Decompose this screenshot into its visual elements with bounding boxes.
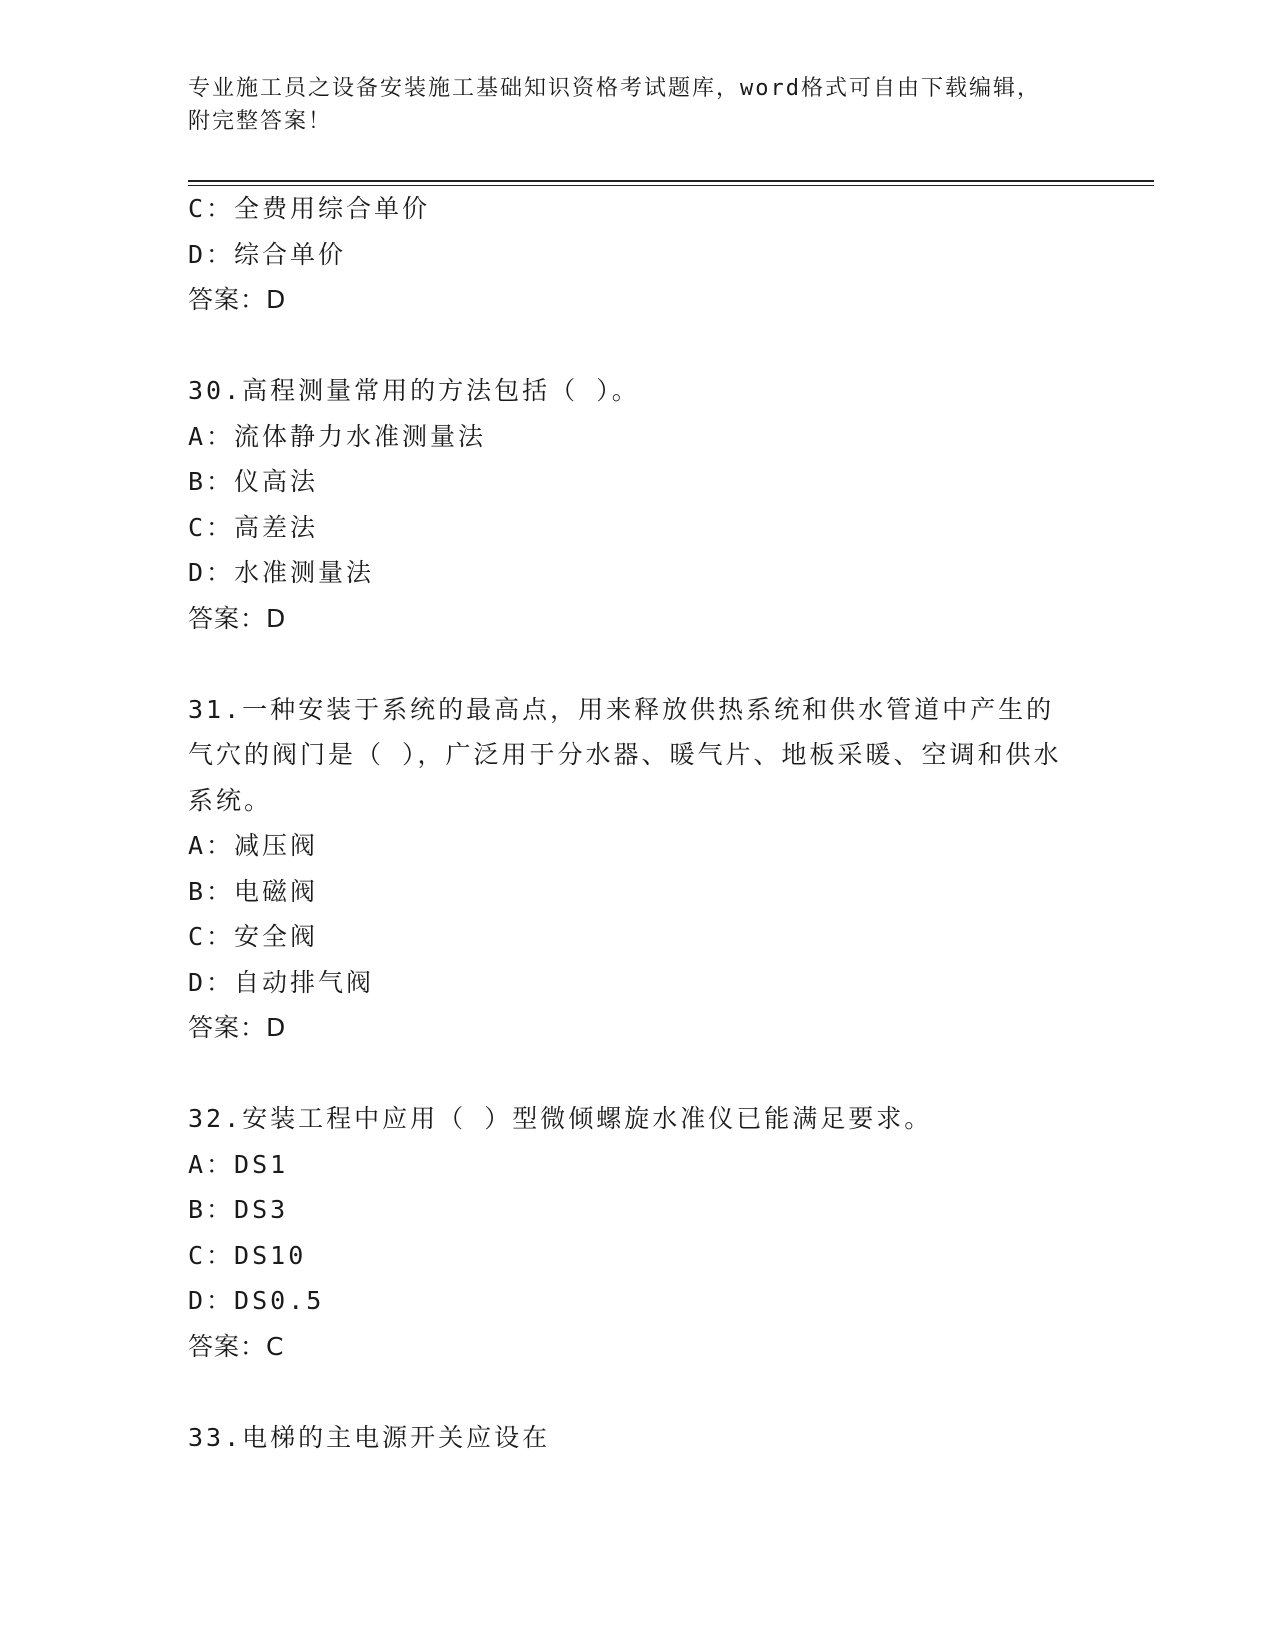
header-line-1: 专业施工员之设备安装施工基础知识资格考试题库，word格式可自由下载编辑， <box>188 76 1041 101</box>
option-c: C：DS10 <box>188 1240 307 1270</box>
option-b: B：仪高法 <box>188 467 319 496</box>
question-list <box>188 186 1088 1460</box>
option-b: B：DS3 <box>188 1195 289 1224</box>
question-text: 30.高程测量常用的方法包括（ ）。 <box>188 376 640 405</box>
question-fragment <box>188 186 1088 323</box>
header-line-2: 附完整答案！ <box>188 109 333 134</box>
question-text: 31.一种安装于系统的最高点，用来释放供热系统和供水管道中产生的气穴的阀门是（ ），广泛用于分水器、暖气片、地板采暖、空调和供水系统。 <box>188 694 1062 815</box>
option-c: C：全费用综合单价 <box>188 194 431 223</box>
answer-line: 答案：C <box>188 1331 285 1361</box>
question-33 <box>188 1415 1088 1461</box>
spacer <box>188 641 1088 687</box>
document-header <box>188 72 1088 138</box>
option-a: A：减压阀 <box>188 831 319 860</box>
option-a: A：DS1 <box>188 1149 289 1179</box>
spacer <box>188 1369 1088 1415</box>
option-c: C：高差法 <box>188 512 319 542</box>
spacer <box>188 323 1088 369</box>
question-31 <box>188 687 1088 1051</box>
question-32 <box>188 1096 1088 1369</box>
option-c: C：安全阀 <box>188 922 319 951</box>
answer-line: 答案：D <box>188 603 287 633</box>
question-text: 32.安装工程中应用（ ）型微倾螺旋水准仪已能满足要求。 <box>188 1104 933 1133</box>
header-divider-thick <box>188 180 1154 182</box>
option-d: D：DS0.5 <box>188 1286 325 1315</box>
option-d: D：综合单价 <box>188 239 347 269</box>
option-d: D：自动排气阀 <box>188 967 375 997</box>
option-d: D：水准测量法 <box>188 558 375 587</box>
option-a: A：流体静力水准测量法 <box>188 421 487 451</box>
spacer <box>188 1051 1088 1097</box>
option-b: B：电磁阀 <box>188 876 319 906</box>
answer-line: 答案：D <box>188 1013 287 1042</box>
answer-line: 答案：D <box>188 285 287 314</box>
question-text: 33.电梯的主电源开关应设在 <box>188 1422 551 1452</box>
question-30 <box>188 368 1088 641</box>
